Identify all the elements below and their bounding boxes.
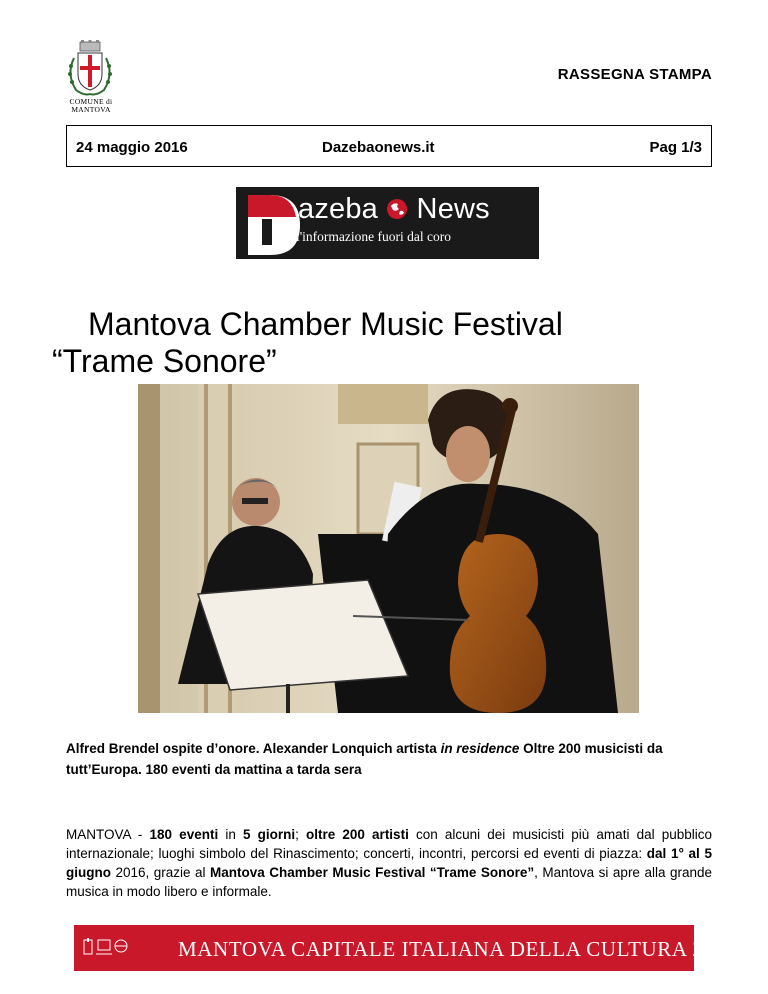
banner-name-azeba: azeba — [298, 193, 379, 225]
logo-caption — [58, 98, 124, 114]
globe-icon — [386, 198, 408, 220]
body-text: 2016, grazie al — [110, 865, 211, 880]
dazebao-d-logo-icon — [248, 195, 300, 255]
capitale-cultura-footer — [74, 925, 737, 971]
footer-text: MANTOVA CAPITALE ITALIANA DELLA CULTURA 2016 — [178, 937, 737, 961]
body-text: ; — [295, 827, 307, 842]
article-title-line-2: “Trame Sonore” — [52, 343, 277, 379]
caption-part: Oltre 200 musicisti da tutt’Europa. 180 eventi da mattina a tarda sera — [66, 741, 663, 777]
footer-emblems-icon — [82, 936, 128, 960]
publication-source: Dazebaonews.it — [322, 139, 435, 156]
banner-name-news: News — [416, 193, 490, 225]
logo-line-comune: COMUNE di — [69, 97, 113, 106]
body-text: con alcuni dei musicisti più amati dal pubblico internazionale; luoghi simbolo del Rinascimento; concerti, incontri, percorsi ed eventi di piazza: — [66, 827, 713, 861]
page-number: Pag 1/3 — [649, 139, 702, 156]
caption-part: Alfred Brendel ospite d’onore. Alexander Lonquich artista — [66, 741, 441, 756]
body-text: , Mantova si apre alla grande musica in modo libero e informale. — [66, 865, 712, 899]
body-bold: Mantova Chamber Music Festival “Trame Sonore” — [210, 865, 535, 880]
dazebao-news-banner — [236, 187, 539, 259]
banner-tagline: l'informazione fuori dal coro — [296, 229, 451, 244]
body-text: MANTOVA - — [66, 827, 150, 842]
article-body — [66, 825, 712, 901]
rassegna-stampa-label: RASSEGNA STAMPA — [557, 66, 712, 83]
body-bold: oltre 200 artisti — [306, 827, 409, 842]
article-photo — [138, 384, 639, 713]
logo-line-mantova: MANTOVA — [71, 105, 111, 114]
photo-caption — [66, 738, 706, 780]
caption-italic: in residence — [440, 741, 520, 756]
article-title-line-1: Mantova Chamber Music Festival — [88, 306, 563, 342]
banner-name — [298, 193, 490, 226]
publication-date: 24 maggio 2016 — [76, 139, 188, 156]
body-bold: dal 1° al 5 giugno — [66, 846, 712, 880]
body-bold: 180 eventi — [149, 827, 219, 842]
body-text: in — [218, 827, 243, 842]
body-bold: 5 giorni — [242, 827, 296, 842]
